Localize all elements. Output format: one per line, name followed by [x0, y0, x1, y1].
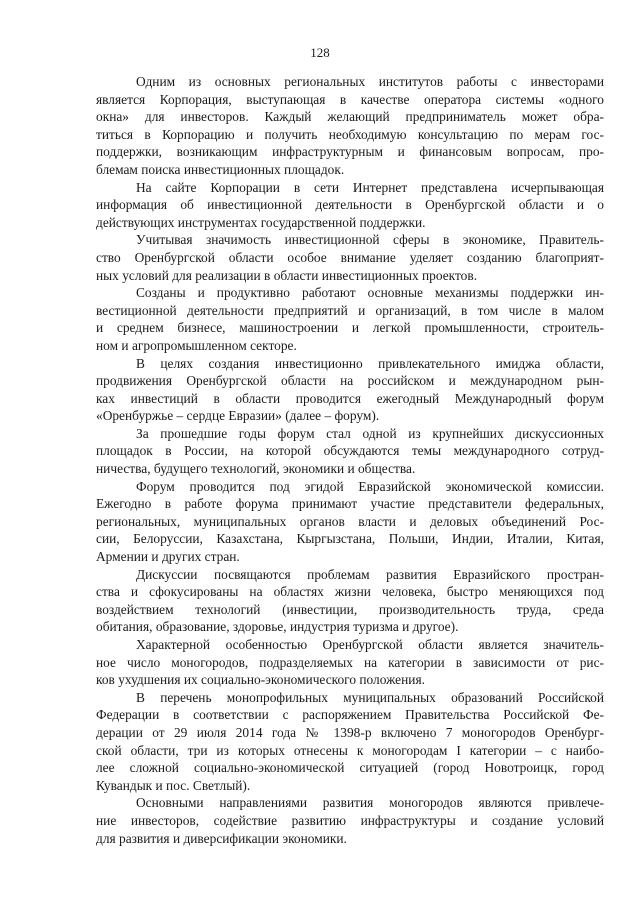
- text-line: За прошедшие годы форум стал одной из крупнейших дискуссионных: [136, 425, 604, 441]
- text-line: ство Оренбургской области особое внимание уделяет созданию благоприят-: [96, 249, 604, 265]
- paragraph: [96, 478, 604, 566]
- paragraph: [96, 425, 604, 478]
- text-line: Федерации в соответствии с распоряжением Правительства Российской Фе-: [96, 707, 604, 723]
- paragraph: [96, 179, 604, 232]
- text-line: региональных, муниципальных органов власти и деловых объединений Рос-: [96, 513, 604, 529]
- text-line: сии, Белоруссии, Казахстана, Кыргызстана, Польши, Индии, Италии, Китая,: [96, 531, 604, 547]
- text-line: Форум проводится под эгидой Евразийской экономической комиссии.: [136, 478, 604, 494]
- page-number: 128: [310, 45, 330, 60]
- text-line: обитания, образование, здоровье, индустрия туризма и другое).: [96, 619, 459, 635]
- text-line: окна» для инвесторов. Каждый желающий предприниматель может обра-: [96, 109, 604, 125]
- text-line: продвижения Оренбургской области на российском и международном рын-: [96, 373, 604, 389]
- text-line: информация об инвестиционной деятельности в Оренбургской области и о: [96, 197, 604, 213]
- paragraph: [96, 794, 604, 847]
- text-line: Ежегодно в работе форума принимают участие представители федеральных,: [96, 496, 604, 512]
- paragraph: [96, 355, 604, 425]
- text-line: Учитывая значимость инвестиционной сферы в экономике, Правитель-: [136, 232, 604, 248]
- text-line: В перечень монопрофильных муниципальных образований Российской: [136, 689, 604, 705]
- text-line: и среднем бизнесе, машиностроении и легкой промышленности, строитель-: [96, 320, 604, 336]
- text-line: ном и агропромышленном секторе.: [96, 337, 297, 353]
- paragraph: [96, 73, 604, 179]
- text-line: ства и сфокусированы на областях жизни человека, быстро меняющихся под: [96, 584, 604, 600]
- text-line: для развития и диверсификации экономики.: [96, 830, 347, 846]
- text-line: Кувандык и пос. Светлый).: [96, 777, 251, 793]
- text-line: На сайте Корпорации в сети Интернет представлена исчерпывающая: [136, 179, 604, 195]
- text-line: вестиционной деятельности предприятий и организаций, в том числе в малом: [96, 302, 604, 318]
- text-line: ное число моногородов, подразделяемых на категории в зависимости от рис-: [96, 654, 604, 670]
- text-line: ках инвестиций в области проводится ежегодный Международный форум: [96, 390, 604, 406]
- text-line: ской области, три из которых отнесены к моногородам I категории – с наибо-: [96, 742, 604, 758]
- text-line: ков ухудшения их социально-экономического положения.: [96, 672, 425, 688]
- text-line: В целях создания инвестиционно привлекательного имиджа области,: [136, 355, 604, 371]
- text-line: Дискуссии посвящаются проблемам развития Евразийского простран-: [136, 566, 604, 582]
- text-line: блемам поиска инвестиционных площадок.: [96, 161, 345, 177]
- paragraph: [96, 636, 604, 689]
- text-line: «Оренбуржье – сердце Евразии» (далее – форум).: [96, 408, 380, 424]
- text-line: поддержки, возникающим инфраструктурным и финансовым вопросам, про-: [96, 144, 604, 160]
- text-line: Армении и других стран.: [96, 549, 240, 565]
- text-line: Характерной особенностью Оренбургской области является значитель-: [136, 637, 604, 652]
- text-line: лее сложной социально-экономической ситуацией (город Новотроицк, город: [96, 760, 604, 776]
- body-text: [96, 73, 604, 847]
- text-line: воздействием технологий (инвестиции, производительность труда, среда: [96, 601, 604, 617]
- text-line: Созданы и продуктивно работают основные механизмы поддержки ин-: [136, 285, 604, 301]
- text-line: ных условий для реализации в области инвестиционных проектов.: [96, 267, 478, 283]
- paragraph: [96, 566, 604, 636]
- text-line: является Корпорация, выступающая в качестве оператора системы «одного: [96, 91, 604, 107]
- text-line: Одним из основных региональных институтов работы с инвесторами: [136, 74, 604, 89]
- paragraph: [96, 689, 604, 795]
- text-line: ние инвесторов, содействие развитию инфраструктуры и создание условий: [96, 812, 604, 828]
- text-line: Основными направлениями развития моногородов являются привлече-: [136, 795, 604, 811]
- text-line: действующих инструментах государственной поддержки.: [96, 214, 426, 230]
- paragraph: [96, 231, 604, 284]
- text-line: ничества, будущего технологий, экономики и общества.: [96, 461, 416, 477]
- paragraph: [96, 284, 604, 354]
- text-line: площадок в России, на которой обсуждаются темы международного сотруд-: [96, 443, 604, 459]
- text-line: дерации от 29 июля 2014 года № 1398-р включено 7 моногородов Оренбург-: [96, 724, 604, 740]
- text-line: титься в Корпорацию и получить необходимую консультацию по мерам гос-: [96, 126, 604, 142]
